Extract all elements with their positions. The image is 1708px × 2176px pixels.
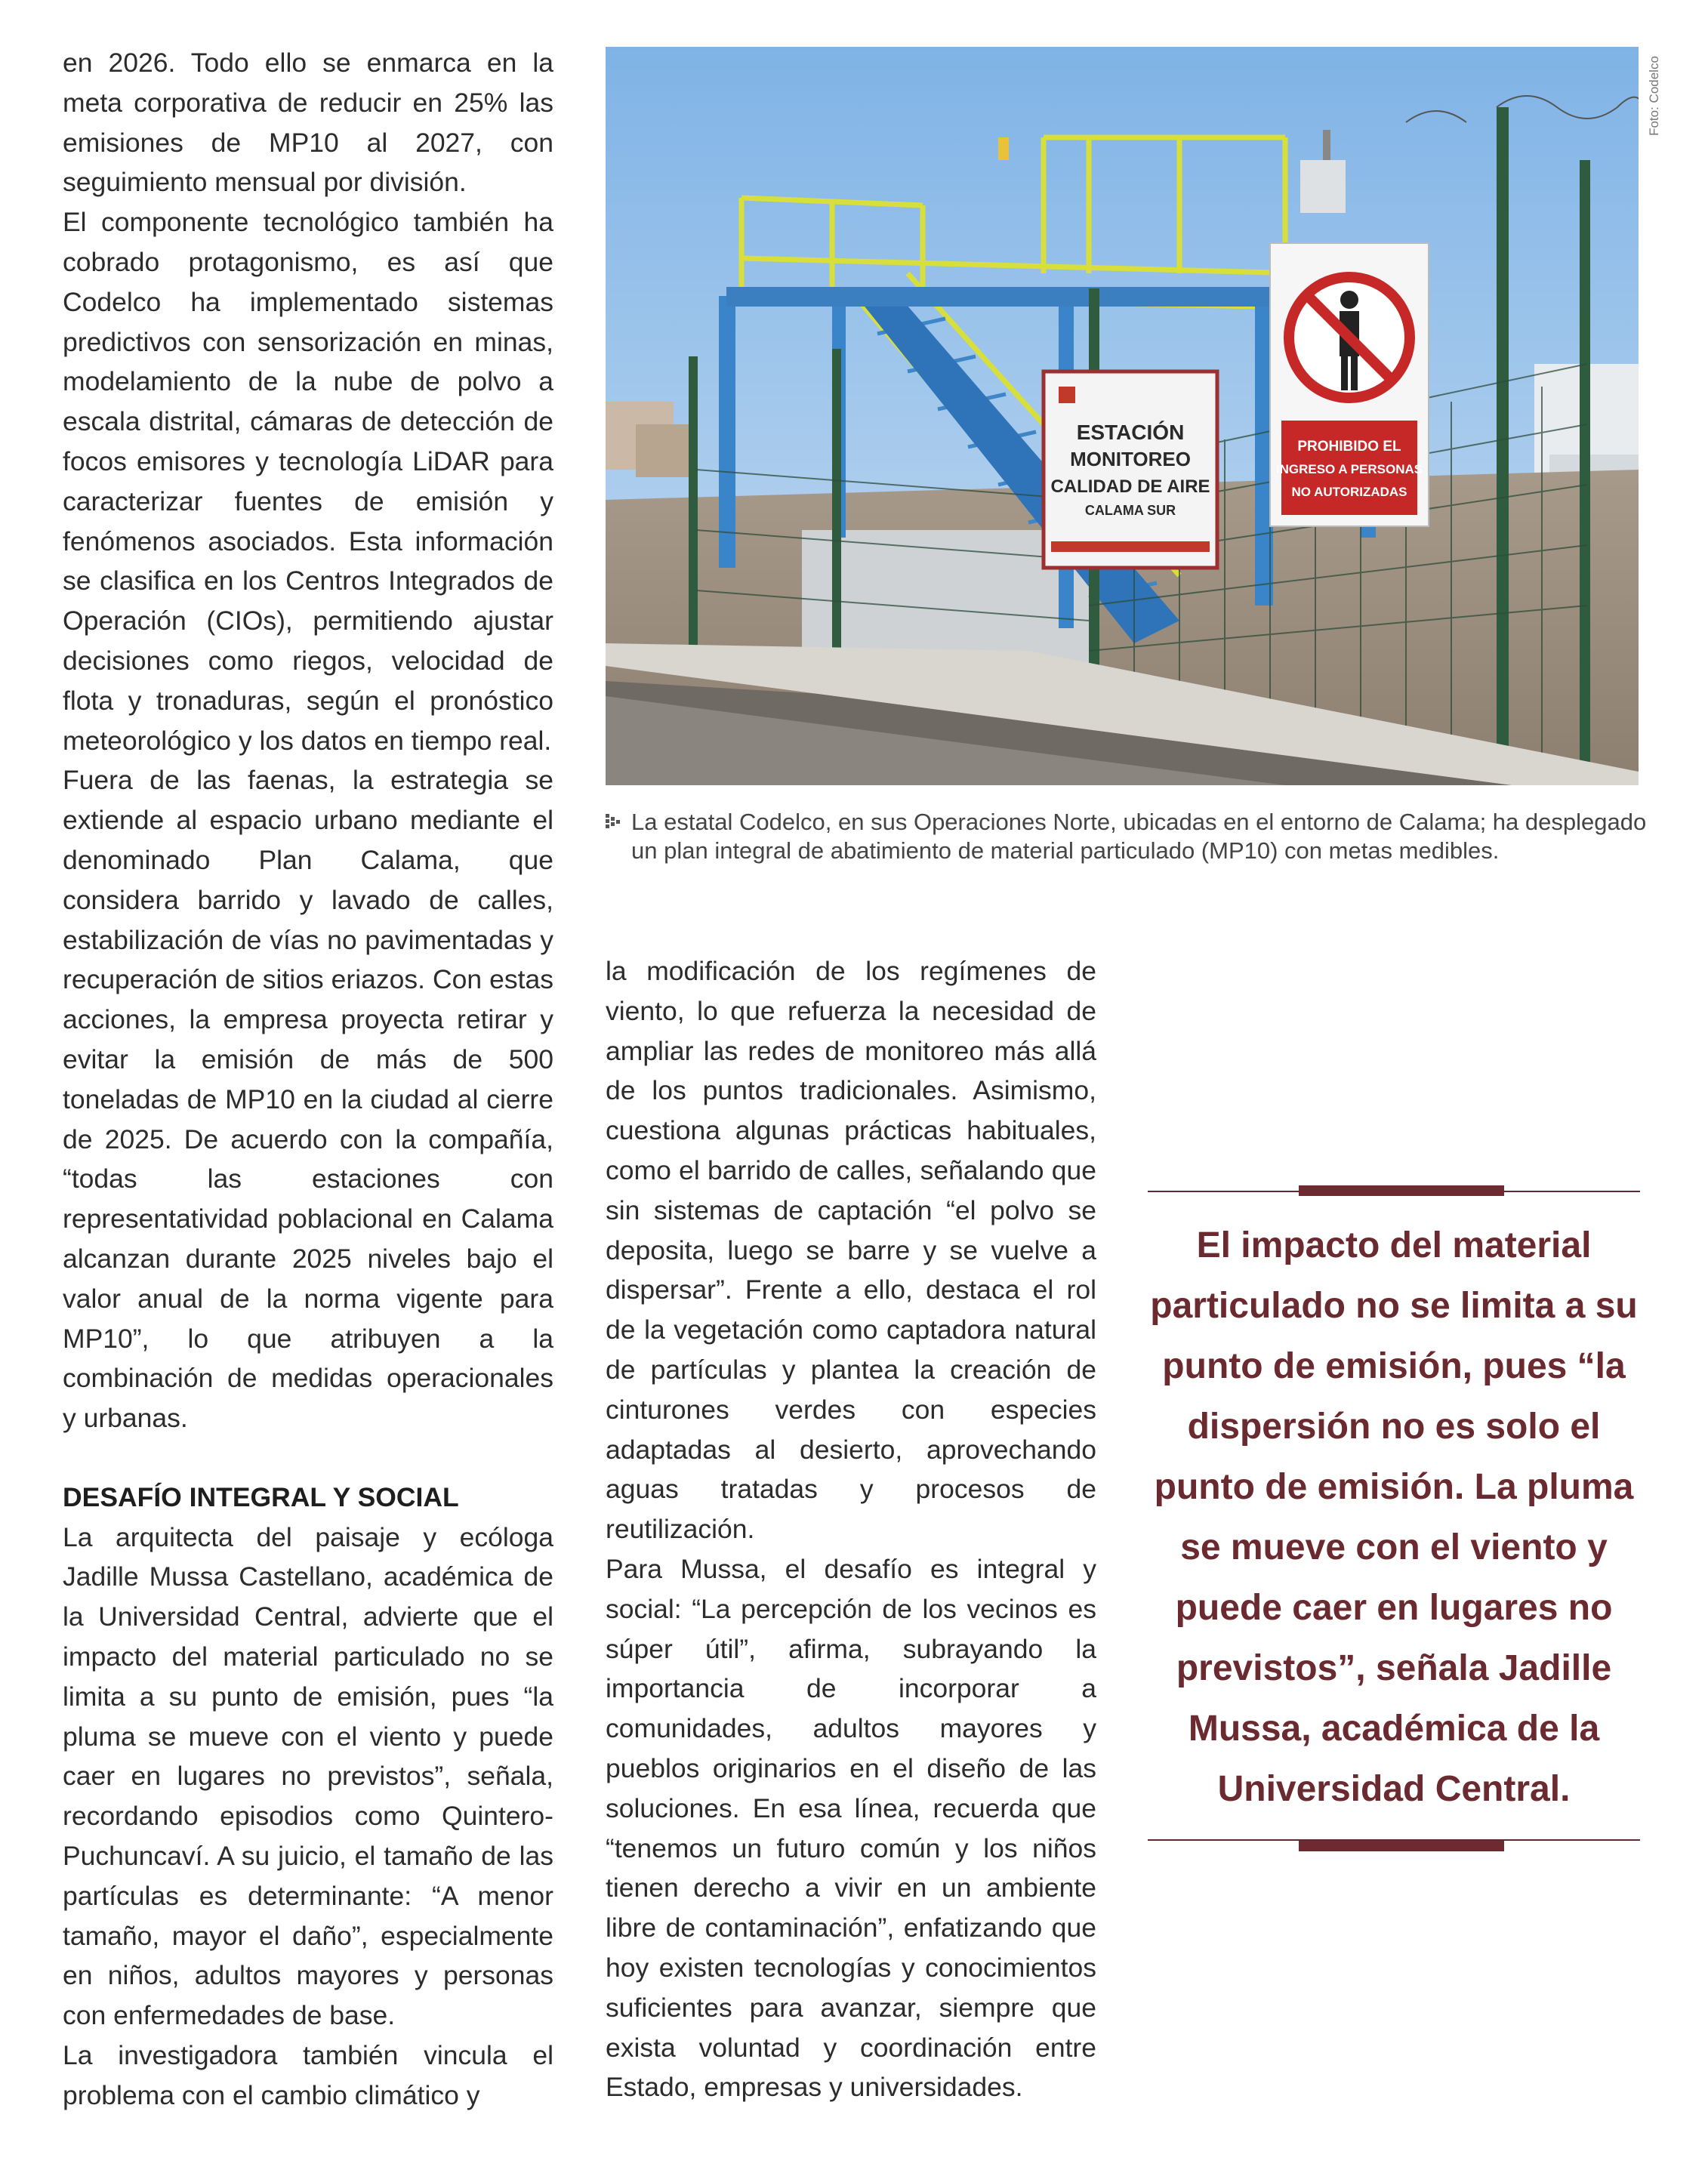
body-paragraph: Fuera de las faenas, la estrategia se extiende al espacio urbano mediante el denominado Plan Calama, que considera barrido y lavado de calles, estabilización de vías no pavimentadas y recuperación de sitios eriazos. Con estas acciones, la empresa proyecta retirar y evitar la emisión de más de 500 toneladas de MP10 en la ciudad al cierre de 2025. De acuerdo con la compañía, “todas las estaciones con representatividad poblacional en Calama alcanzan durante 2025 niveles bajo el valor anual de la norma vigente para MP10”, lo que atribuyen a la combinación de medidas operacionales y urbanas.	[63, 765, 553, 1434]
middle-column	[606, 951, 1096, 2107]
body-paragraph: en 2026. Todo ello se enmarca en la meta corporativa de reducir en 25% las emisiones de MP10 al 2027, con seguimiento mensual por división.	[63, 48, 553, 198]
body-paragraph: La investigadora también vincula el problema con el cambio climático y	[63, 2040, 553, 2110]
sign-line: MONITOREO	[1070, 448, 1191, 470]
body-paragraph: Para Mussa, el desafío es integral y social: “La percepción de los vecinos es súper útil”, afirma, subrayando la importancia de incorporar a comunidades, adultos mayores y pueblos originarios en el diseño de las soluciones. En esa línea, recuerda que “tenemos un futuro común y los niños tienen derecho a vivir en un ambiente libre de contaminación”, enfatizando que hoy existen tecnologías y conocimientos suficientes para avanzar, siempre que exista voluntad y coordinación entre Estado, empresas y universidades.	[606, 1553, 1096, 2103]
photo-credit	[1642, 47, 1665, 145]
body-paragraph: la modificación de los regímenes de viento, lo que refuerza la necesidad de ampliar las redes de monitoreo más allá de los puntos tradicionales. Asimismo, cuestiona algunas prácticas habituales, como el barrido de calles, señalando que sin sistemas de captación “el polvo se deposita, luego se barre y se vuelve a dispersar”. Frente a ello, destaca el rol de la vegetación como captadora natural de partículas y plantea la creación de cinturones verdes con especies adaptadas al desierto, aprovechando aguas tratadas y procesos de reutilización.	[606, 956, 1096, 1545]
caption-bullet-icon	[606, 814, 622, 832]
body-paragraph: El componente tecnológico también ha cobrado protagonismo, es así que Codelco ha implementado sistemas predictivos con sensorización en minas, modelamiento de la nube de polvo a escala distrital, cámaras de detección de focos emisores y tecnología LiDAR para caracterizar fuentes de emisión y fenómenos asociados. Esta información se clasifica en los Centros Integrados de Operación (CIOs), permitiendo ajustar decisiones como riegos, velocidad de flota y tronaduras, según el pronóstico meteorológico y los datos en tiempo real.	[63, 207, 553, 756]
prohibited-sign	[1270, 243, 1429, 526]
pull-quote-text: El impacto del material particulado no se limita a su punto de emisión, pues “la dispersión no es solo el punto de emisión. La pluma se mueve con el viento y puede caer en lugares no previstos”, señala Jadille Mussa, académica de la Universidad Central.	[1150, 1225, 1638, 1809]
photo-caption	[606, 808, 1648, 865]
station-sign	[1044, 371, 1217, 568]
article-photo	[606, 47, 1639, 785]
caption-text: La estatal Codelco, en sus Operaciones Norte, ubicadas en el entorno de Calama; ha desplegado un plan integral de abatimiento de material particulado (MP10) con metas medibles.	[631, 809, 1647, 864]
sign-line: INGRESO A PERSONAS	[1275, 462, 1423, 476]
pull-quote-top-rule	[1148, 1185, 1640, 1196]
pull-quote-bottom-rule	[1148, 1839, 1640, 1850]
body-paragraph: La arquitecta del paisaje y ecóloga Jadille Mussa Castellano, académica de la Universidad Central, advierte que el impacto del material particulado no se limita a su punto de emisión, pues “la pluma se mueve con el viento y puede caer en lugares no previstos”, señala, recordando episodios como Quintero-Puchuncaví. A su juicio, el tamaño de las partículas es determinante: “A menor tamaño, mayor el daño”, especialmente en niños, adultos mayores y personas con enfermedades de base.	[63, 1521, 553, 2031]
sign-line: NO AUTORIZADAS	[1291, 485, 1407, 499]
sign-line: CALAMA SUR	[1084, 503, 1176, 518]
left-column	[63, 43, 553, 2116]
photo-credit-text: Foto: Codelco	[1647, 56, 1661, 136]
pull-quote	[1148, 1185, 1640, 1850]
sign-line: ESTACIÓN	[1076, 421, 1185, 444]
sign-line: PROHIBIDO EL	[1297, 439, 1401, 455]
sign-line: CALIDAD DE AIRE	[1050, 476, 1210, 497]
section-heading: DESAFÍO INTEGRAL Y SOCIAL	[63, 1481, 459, 1512]
